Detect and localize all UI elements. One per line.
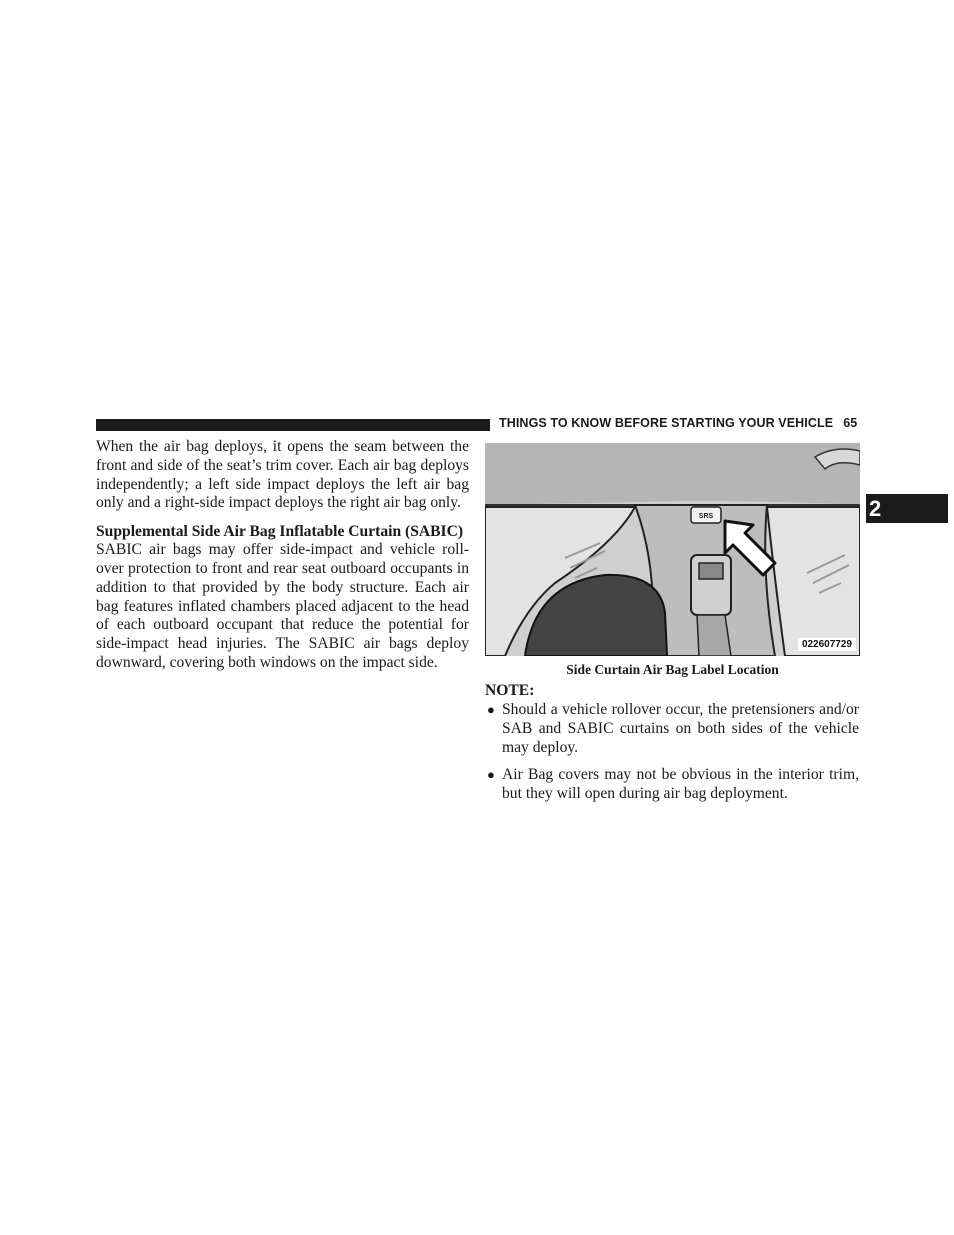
- list-item: [485, 766, 859, 804]
- section-paragraph: SABIC air bags may offer side-impact and vehicle roll-over protection to front and rear seat outboard occupants in addition to that provided by the body structure. Each air bag features inflated chambers placed adjacent to the head of each outboard occupant that reduce the potential for side-impact head injuries. The SABIC air bags deploy downward, covering both windows on the impact side.: [96, 541, 469, 671]
- note-list: [485, 701, 859, 813]
- bullet-icon: ●: [487, 702, 495, 717]
- section-heading: Supplemental Side Air Bag Inflatable Curtain (SABIC): [96, 523, 464, 541]
- left-column: [96, 438, 469, 673]
- chapter-tab: 2: [866, 494, 948, 523]
- running-header: [499, 416, 859, 430]
- section-title: THINGS TO KNOW BEFORE STARTING YOUR VEHICLE: [499, 416, 834, 430]
- figure-caption: Side Curtain Air Bag Label Location: [566, 662, 779, 677]
- intro-paragraph: When the air bag deploys, it opens the seam between the front and side of the seat’s trim cover. Each air bag deploys independently; a left side impact deploys the left air bag only and a right-side impact deploys the right air bag only.: [96, 438, 469, 512]
- airbag-label-figure: [485, 443, 860, 656]
- list-item: [485, 701, 859, 757]
- list-item-text: Should a vehicle rollover occur, the pretensioners and/or SAB and SABIC curtains on both sides of the vehicle may deploy.: [502, 701, 859, 756]
- vehicle-interior-illustration: [485, 443, 860, 656]
- list-item-text: Air Bag covers may not be obvious in the interior trim, but they will open during air bag deployment.: [502, 766, 859, 803]
- page-number: 65: [843, 416, 858, 430]
- figure-code: 022607729: [798, 638, 856, 651]
- bullet-icon: ●: [487, 767, 495, 783]
- srs-label-text: SRS: [698, 513, 714, 520]
- header-rule: [96, 419, 490, 431]
- note-label: NOTE:: [485, 682, 535, 699]
